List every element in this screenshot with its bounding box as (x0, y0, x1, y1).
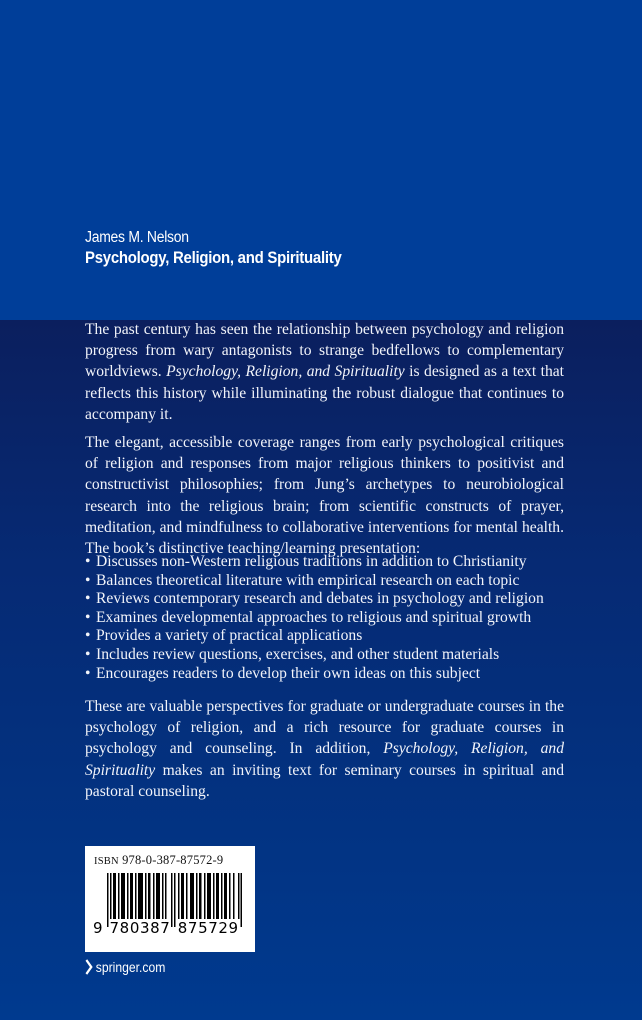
italic-title: Psychology, Religion, and Spirituality (85, 740, 564, 779)
bullet-icon: • (85, 571, 91, 589)
barcode-digit-group-2: 875729 (177, 919, 239, 937)
isbn-barcode (85, 846, 255, 952)
italic-title: Psychology, Religion, and Spirituality (166, 363, 405, 381)
list-item-text: Examines developmental approaches to religious and spiritual growth (96, 608, 532, 626)
isbn-label: ISBN (94, 856, 119, 867)
list-item (85, 665, 575, 684)
bullet-icon: • (85, 553, 91, 570)
list-item-text: Discusses non-Western religious traditions in addition to Christianity (96, 553, 527, 570)
list-item (85, 590, 575, 609)
text-run: makes an inviting text for seminary courses in spiritual and pastoral counseling. (85, 761, 564, 800)
list-item-text: Encourages readers to develop their own ideas on this subject (96, 664, 481, 682)
bullet-icon: • (85, 590, 91, 608)
description-paragraph-1 (85, 319, 564, 425)
text-run: These are valuable perspectives for graduate or undergraduate courses in the psychology of religion, and a rich resource for graduate courses in psychology and counseling. In addition, (85, 698, 564, 758)
cover-top-band (0, 0, 642, 320)
isbn-text (94, 853, 223, 868)
list-item (85, 609, 575, 628)
list-item (85, 572, 575, 591)
description-paragraph-2: The elegant, accessible coverage ranges from early psychological critiques of religion and responses from major religious thinkers to positivist and constructivist philosophies; from Jung’s archetypes to neurobiological research into the religious brain; from scientific constructs of prayer, meditation, and mindfulness to collaborative interventions for mental health. The book’s distinctive teaching/learning presentation: (85, 434, 564, 558)
isbn-number: 978-0-387-87572-9 (122, 853, 224, 867)
barcode-digits (93, 919, 243, 937)
book-title: Psychology, Religion, and Spirituality (85, 248, 342, 267)
barcode-digit-group-1: 780387 (109, 919, 171, 937)
bullet-icon: • (85, 627, 91, 645)
list-item-text: Includes review questions, exercises, and other student materials (96, 645, 500, 663)
list-item-text: Balances theoretical literature with empirical research on each topic (96, 571, 520, 589)
barcode-digit-prefix: 9 (93, 919, 104, 937)
bullet-icon: • (85, 645, 91, 663)
description-paragraph-3 (85, 696, 564, 802)
list-item-text: Reviews contemporary research and debates in psychology and religion (96, 590, 544, 608)
text-run: is designed as a text that reflects this history while illuminating the robust dialogue that continues to accompany it. (85, 363, 564, 423)
publisher-url[interactable]: springer.com (95, 959, 166, 975)
bullet-icon: • (85, 608, 91, 626)
text-run: The past century has seen the relationship between psychology and religion progress from wary antagonists to strange bedfellows to complementary worldviews. (85, 321, 564, 381)
publisher-link[interactable] (85, 959, 165, 975)
list-item (85, 553, 575, 572)
feature-list (85, 553, 575, 683)
chevron-right-icon (85, 959, 93, 975)
list-item (85, 627, 575, 646)
author-name: James M. Nelson (85, 229, 189, 246)
list-item-text: Provides a variety of practical applications (96, 627, 363, 645)
list-item (85, 646, 575, 665)
bullet-icon: • (85, 664, 91, 682)
